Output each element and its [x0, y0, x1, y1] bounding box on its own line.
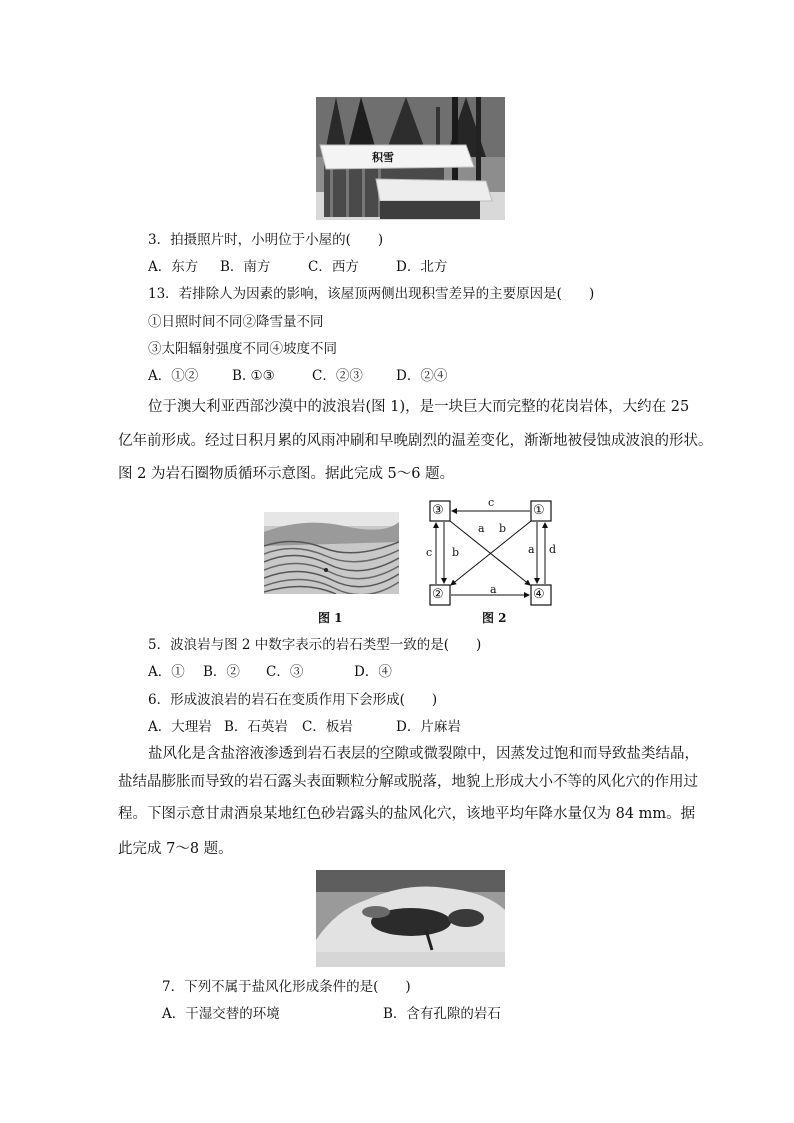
salt-weathering-photo — [316, 870, 505, 967]
node-1: ① — [533, 503, 545, 518]
arrow-label-left-outer: c — [426, 546, 433, 559]
salt-passage-line-2: 盐结晶膨胀而导致的岩石露头表面颗粒分解或脱落，地貌上形成大小不等的风化穴的作用过 — [118, 774, 698, 790]
q6-option-a: A．大理岩 — [148, 719, 212, 735]
salt-passage-line-4: 此完成 7～8 题。 — [118, 841, 233, 857]
arrow-label-diag-a: a — [478, 522, 485, 535]
snow-label: 积雪 — [372, 151, 394, 164]
q13-option-c: C．②③ — [312, 368, 363, 384]
arrow-label-right-inner: a — [528, 543, 535, 556]
wave-passage-line-1: 位于澳大利亚西部沙漠中的波浪岩(图 1)，是一块巨大而完整的花岗岩体，大约在 25 — [148, 399, 690, 415]
q13-items-2: ③太阳辐射强度不同④坡度不同 — [148, 341, 337, 357]
arrow-label-top: c — [488, 496, 495, 509]
wave-passage-line-2: 亿年前形成。经过日积月累的风雨冲刷和早晚剧烈的温差变化，渐渐地被侵蚀成波浪的形状。 — [118, 433, 713, 449]
q13-option-a: A．①② — [148, 368, 199, 384]
q3-option-d: D．北方 — [396, 259, 448, 275]
wave-rock-photo — [264, 512, 399, 594]
arrow-label-left-inner: b — [452, 546, 460, 559]
q5-option-c: C．③ — [266, 664, 304, 680]
figure-2-caption: 图 2 — [482, 611, 507, 625]
q5-option-b: B．② — [203, 664, 240, 680]
question-13-stem: 13．若排除人为因素的影响，该屋顶两侧出现积雪差异的主要原因是( ) — [148, 286, 595, 302]
q6-option-d: D．片麻岩 — [396, 719, 461, 735]
arrow-label-right-outer: d — [549, 543, 557, 556]
arrow-label-bottom: a — [490, 583, 497, 596]
q13-items-1: ①日照时间不同②降雪量不同 — [148, 314, 324, 330]
q7-option-a: A．干湿交替的环境 — [162, 1006, 280, 1022]
q13-option-b: B. ①③ — [232, 368, 275, 384]
wave-passage-line-3: 图 2 为岩石圈物质循环示意图。据此完成 5～6 题。 — [118, 466, 455, 482]
question-5-stem: 5．波浪岩与图 2 中数字表示的岩石类型一致的是( ) — [148, 637, 482, 653]
q13-option-d: D．②④ — [396, 368, 448, 384]
arrow-label-diag-b: b — [499, 522, 507, 535]
q6-option-b: B．石英岩 — [224, 719, 288, 735]
salt-passage-line-3: 程。下图示意甘肃酒泉某地红色砂岩露头的盐风化穴，该地平均年降水量仅为 84 mm。据 — [118, 806, 696, 822]
q3-option-a: A．东方 — [148, 259, 199, 275]
q5-option-a: A．① — [148, 664, 185, 680]
q6-option-c: C．板岩 — [302, 719, 353, 735]
q3-option-b: B．南方 — [220, 259, 271, 275]
node-3: ③ — [432, 503, 444, 518]
snow-cabin-photo — [316, 97, 505, 220]
q3-option-c: C．西方 — [308, 259, 359, 275]
q5-option-d: D．④ — [354, 664, 392, 680]
node-2: ② — [432, 587, 444, 602]
node-4: ④ — [533, 587, 545, 602]
question-7-stem: 7．下列不属于盐风化形成条件的是( ) — [162, 979, 411, 995]
question-6-stem: 6．形成波浪岩的岩石在变质作用下会形成( ) — [148, 692, 438, 708]
q7-option-b: B．含有孔隙的岩石 — [383, 1006, 501, 1022]
salt-passage-line-1: 盐风化是含盐溶液渗透到岩石表层的空隙或微裂隙中，因蒸发过饱和而导致盐类结晶， — [148, 746, 699, 762]
figure-1-caption: 图 1 — [318, 611, 343, 625]
question-3-stem: 3．拍摄照片时，小明位于小屋的( ) — [148, 232, 384, 248]
